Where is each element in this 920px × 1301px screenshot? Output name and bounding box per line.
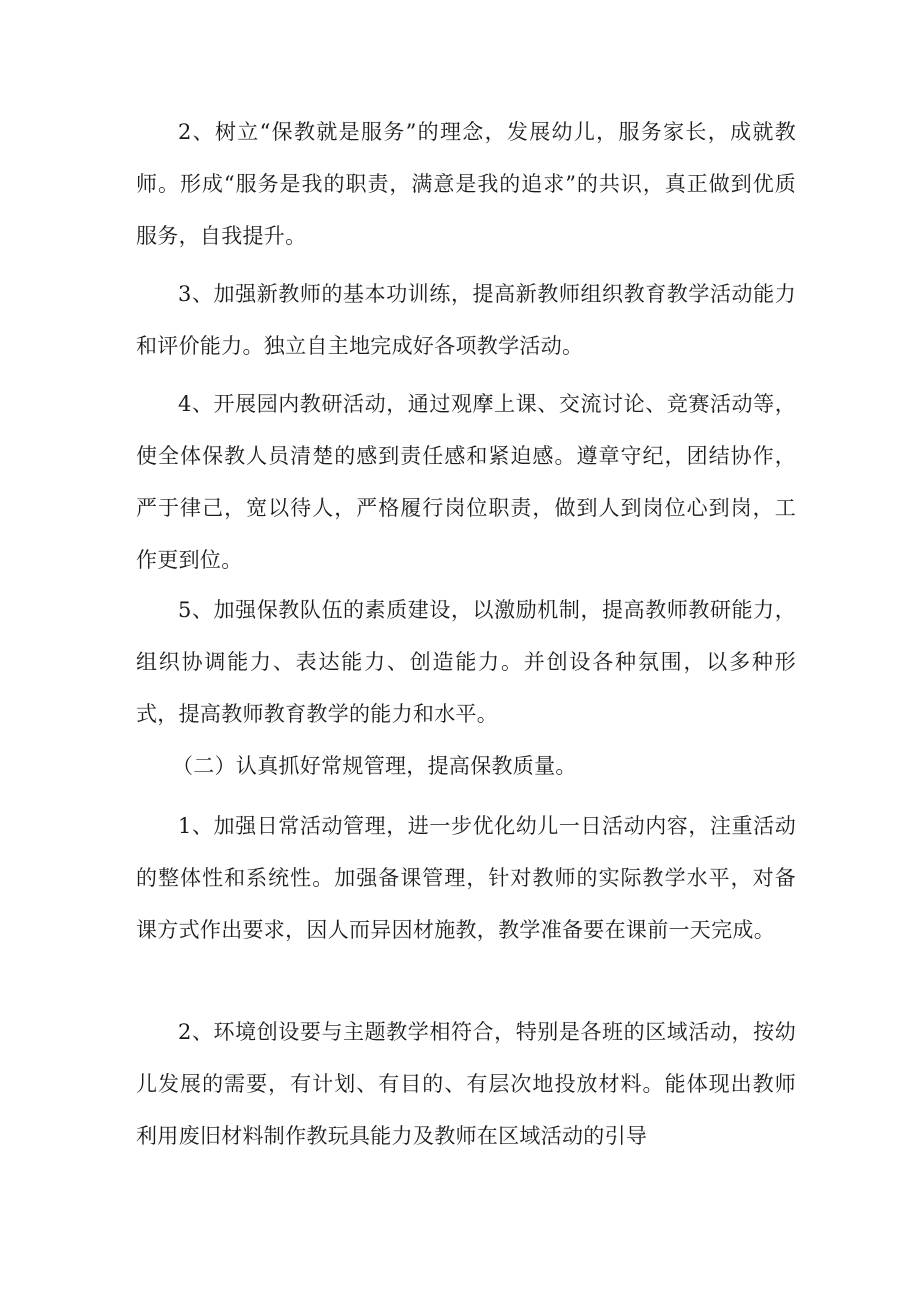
paragraph-item-5-team-building: 5、加强保教队伍的素质建设，以激励机制，提高教师教研能力，组织协调能力、表达能力、创造能力。并创设各种氛围，以多种形式，提高教师教育教学的能力和水平。 bbox=[136, 598, 796, 726]
paragraph-item-1-daily-activity: 1、加强日常活动管理，进一步优化幼儿一日活动内容，注重活动的整体性和系统性。加强备课管理，针对教师的实际教学水平，对备课方式作出要求，因人而异因材施教，教学准备要在课前一天完成。 bbox=[136, 814, 796, 942]
paragraph-item-3-new-teacher-training: 3、加强新教师的基本功训练，提高新教师组织教育教学活动能力和评价能力。独立自主地完成好各项教学活动。 bbox=[136, 282, 796, 358]
section-heading-routine-management: （二）认真抓好常规管理，提高保教质量。 bbox=[172, 754, 577, 778]
paragraph-item-2-environment-creation: 2、环境创设要与主题教学相符合，特别是各班的区域活动，按幼儿发展的需要，有计划、有目的、有层次地投放材料。能体现出教师利用废旧材料制作教玩具能力及教师在区域活动的引导 bbox=[136, 1020, 796, 1148]
paragraph-item-2-service-concept: 2、树立“保教就是服务”的理念，发展幼儿，服务家长，成就教师。形成“服务是我的职责，满意是我的追求”的共识，真正做到优质服务，自我提升。 bbox=[136, 120, 796, 248]
paragraph-item-4-teaching-research: 4、开展园内教研活动，通过观摩上课、交流讨论、竞赛活动等，使全体保教人员清楚的感到责任感和紧迫感。遵章守纪，团结协作，严于律己，宽以待人，严格履行岗位职责，做到人到岗位心到岗，工作更到位。 bbox=[136, 392, 796, 572]
